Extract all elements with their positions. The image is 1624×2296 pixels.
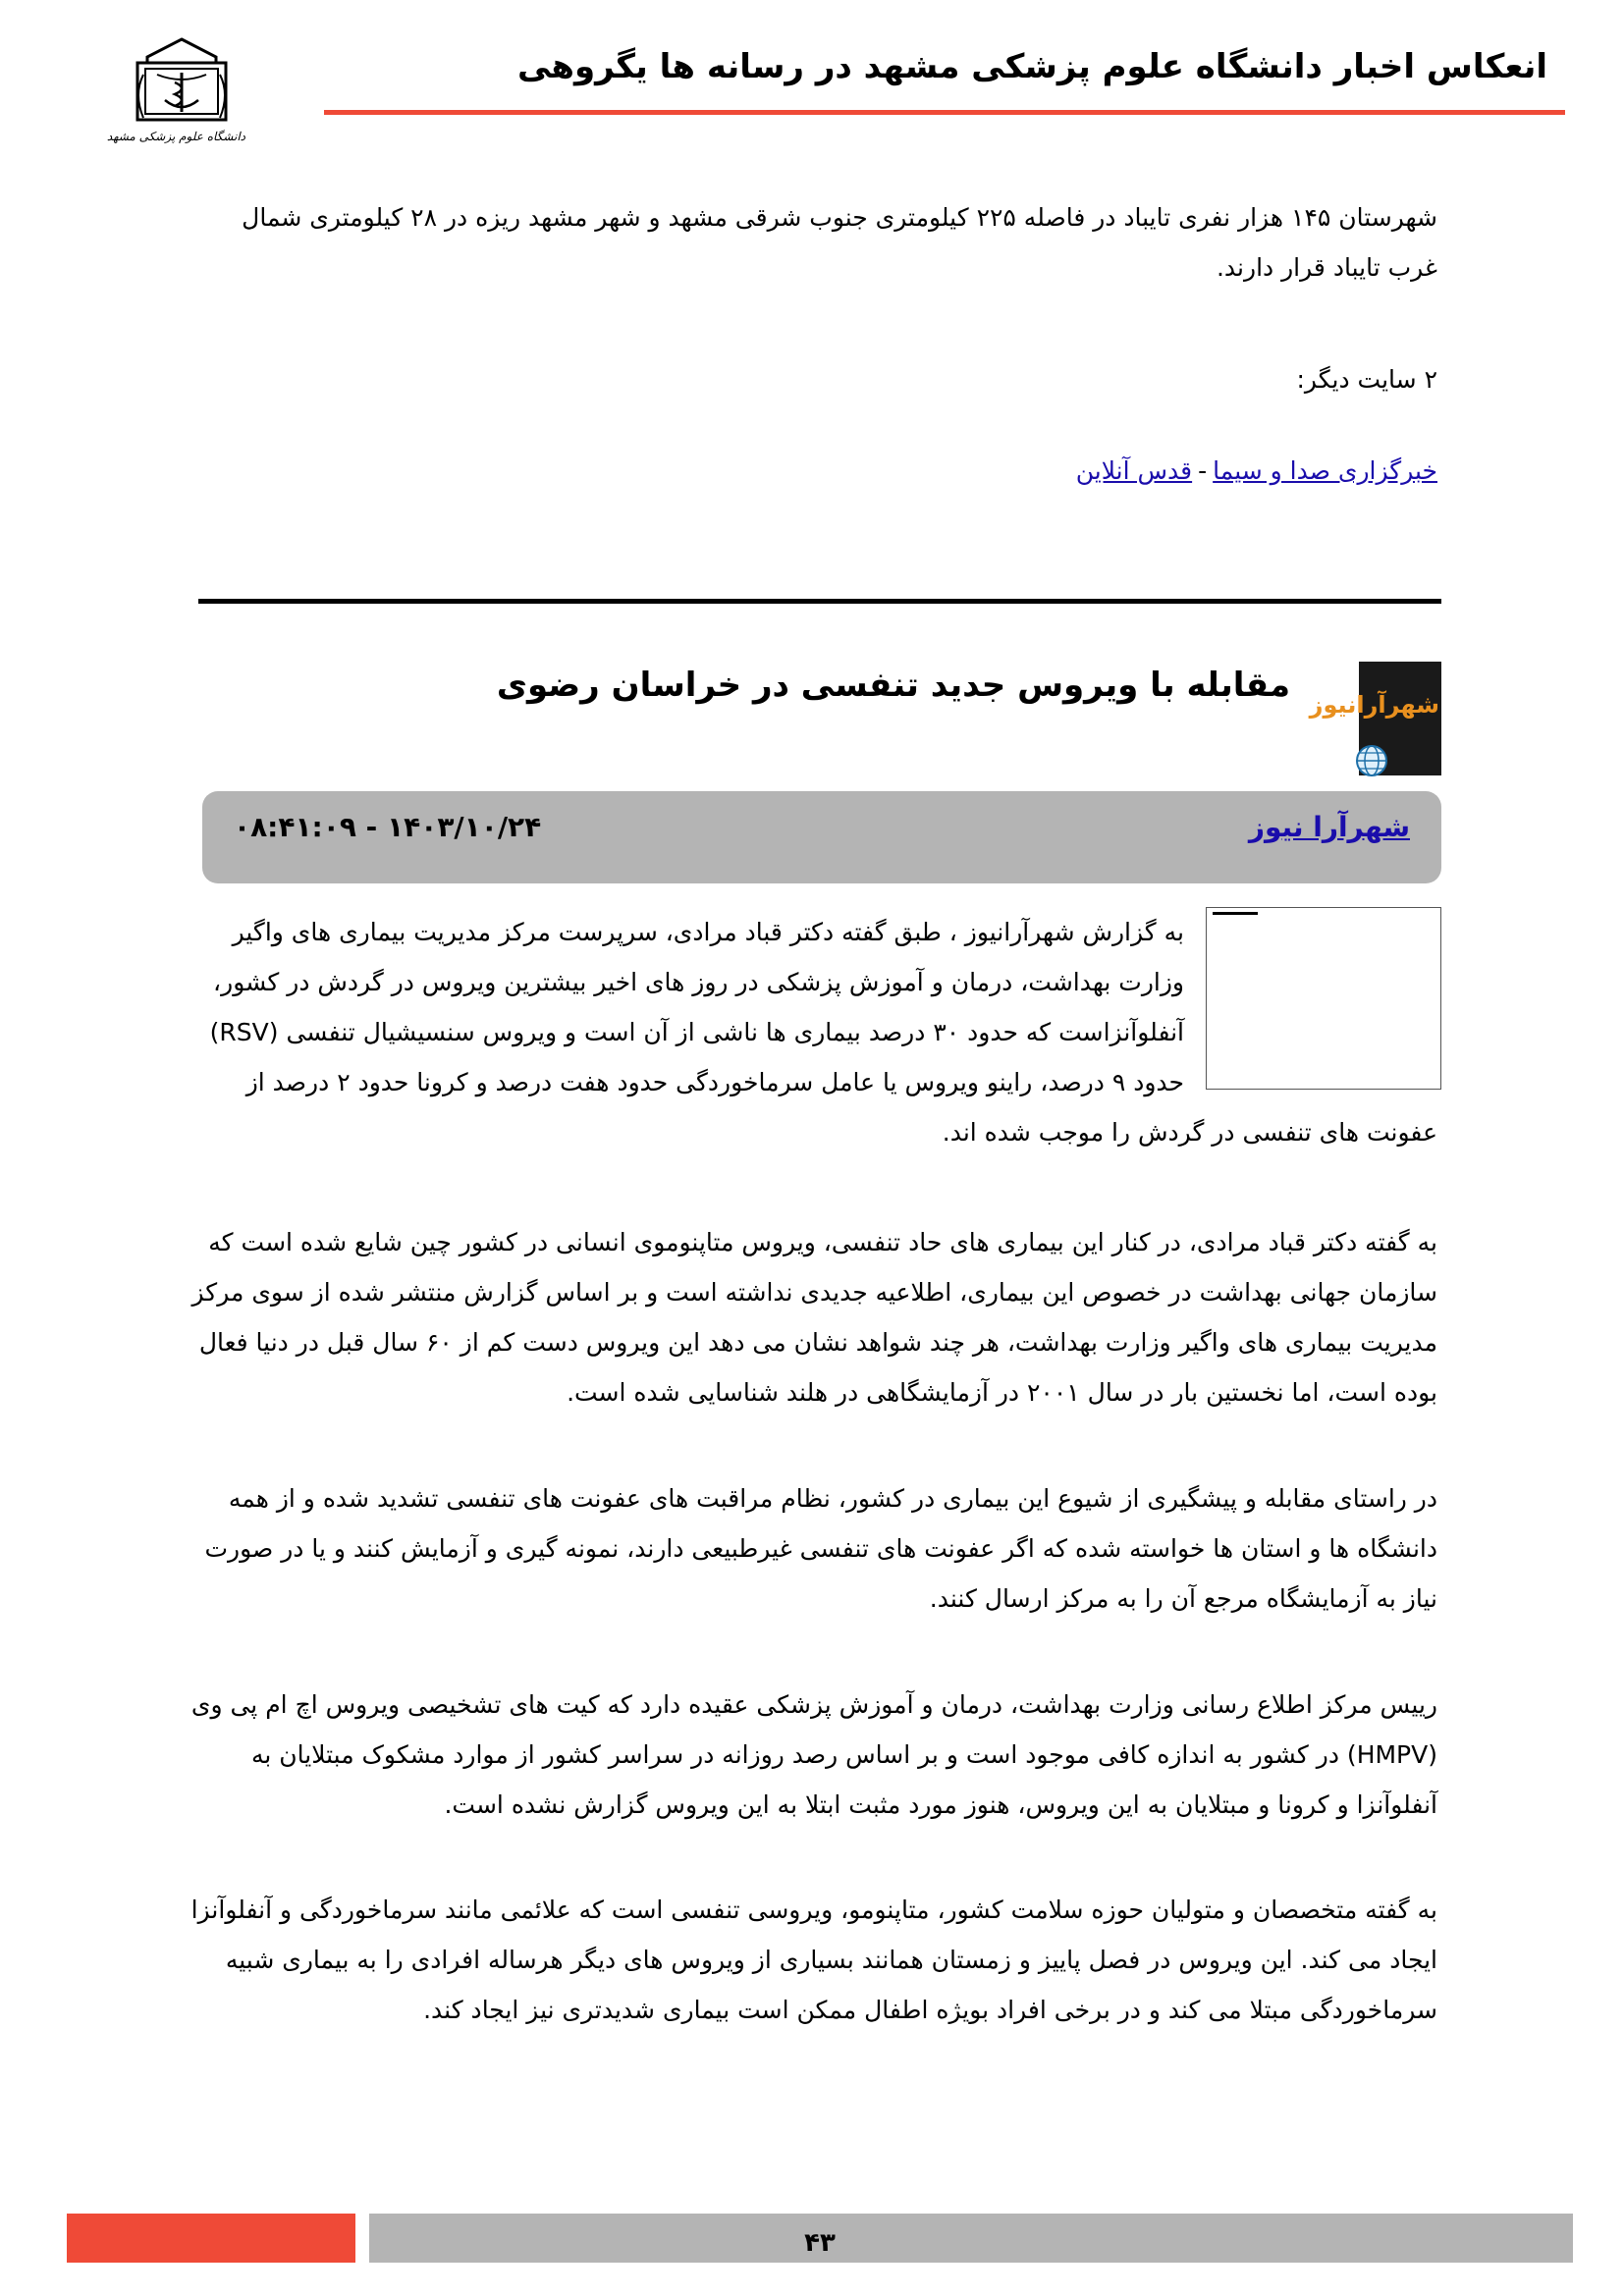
footer-accent-bar [67,2214,355,2263]
logo-caption: دانشگاه علوم پزشکی مشهد [106,130,245,143]
section-divider [198,599,1441,604]
link-separator: - [1198,456,1208,485]
article-paragraph-1: به گزارش شهرآرانیوز ، طبق گفته دکتر قباد مرادی، سرپرست مرکز مدیریت بیماری های واگیر وزارت بهداشت، درمان و آموزش پزشکی در روز های اخیر بیشترین ویروس در گردش در کشور، آنفلوآنزاست که حدود ۳۰ درصد بیماری ها ناشی از آن است و ویروس سنسیشیال تنفسی (RSV) حدود ۹ درصد، راینو ویروس یا عامل سرماخوردگی حدود هفت درصد و کرونا حدود ۲ درصد از [209,918,1184,1096]
article-paragraph-3: در راستای مقابله و پیشگیری از شیوع این بیماری در کشور، نظام مراقبت های عفونت های تنفسی تشدید شده و از همه دانشگاه ها و استان ها خواسته شده که اگر عفونت های تنفسی غیرطبیعی دارند، نمونه گیری و آزمایش کنند و یا در صورت نیاز به آزمایشگاه مرجع آن را به مرکز ارسال کنند. [204,1484,1437,1613]
article-paragraph-5: به گفته متخصصان و متولیان حوزه سلامت کشور، متاپنومو، ویروسی تنفسی است که علائمی مانند سرماخوردگی و آنفلوآنزا ایجاد می کند. این ویروس در فصل پاییز و زمستان همانند بسیاری از ویروس های دیگر هرساله افرادی را به بیماری شبیه سرماخوردگی مبتلا می کند و در برخی افراد بویژه اطفال ممکن است بیماری شدیدتری نیز ایجاد کند. [190,1896,1437,2024]
university-logo [106,35,245,161]
footer-bar [369,2214,1573,2263]
article-datetime: ۱۴۰۳/۱۰/۲۴ - ۰۸:۴۱:۰۹ [234,811,542,843]
link-qods-online[interactable]: قدس آنلاین [1075,456,1193,485]
news-logo-text: شهرآرانیوز [1309,691,1439,719]
image-mark [1213,912,1258,915]
header-title: انعکاس اخبار دانشگاه علوم پزشکی مشهد در رسانه ها یگروهی [517,47,1547,86]
article-paragraph-4: رییس مرکز اطلاع رسانی وزارت بهداشت، درمان و آموزش پزشکی عقیده دارد که کیت های تشخیصی ویروس اچ ام پی وی (HMPV) در کشور به اندازه کافی موجود است و بر اساس رصد روزانه در سراسر کشور از موارد مشکوک مبتلایان به آنفلوآنزا و کرونا و مبتلایان به این ویروس، هنوز مورد مثبت ابتلا به این ویروس گزارش نشده است. [190,1690,1437,1819]
globe-icon[interactable] [1355,744,1388,777]
article-paragraph-1-continued: عفونت های تنفسی در گردش را موجب شده اند. [942,1118,1437,1147]
other-sites-label: ۲ سایت دیگر: [1296,365,1437,394]
page-number: ۴۳ [804,2228,836,2258]
header-rule [324,110,1565,115]
source-link[interactable]: شهرآرا نیوز [1248,811,1410,843]
article-title: مقابله با ویروس جدید تنفسی در خراسان رضوی [496,666,1290,705]
intro-paragraph: شهرستان ۱۴۵ هزار نفری تایباد در فاصله ۲۲۵ کیلومتری جنوب شرقی مشهد و شهر مشهد ریزه در ۲۸ کیلومتری شمال غرب تایباد قرار دارند. [242,203,1437,282]
other-sites-links [1076,456,1437,485]
article-paragraph-2: به گفته دکتر قباد مرادی، در کنار این بیماری های حاد تنفسی، ویروس متاپنوموی انسانی در کشور چین شایع شده است که سازمان جهانی بهداشت در خصوص این بیماری، اطلاعیه جدیدی نداشته است و بر اساس گزارش منتشر شده از سوی مرکز مدیریت بیماری های واگیر وزارت بهداشت، هر چند شواهد نشان می دهد این ویروس دست کم از ۶۰ سال قبل در دنیا فعال بوده است، اما نخستین بار در سال ۲۰۰۱ در آزمایشگاهی در هلند شناسایی شده است. [191,1228,1437,1407]
link-seda-va-sima[interactable]: خبرگزاری صدا و سیما [1213,456,1437,485]
article-image-placeholder [1206,907,1441,1090]
